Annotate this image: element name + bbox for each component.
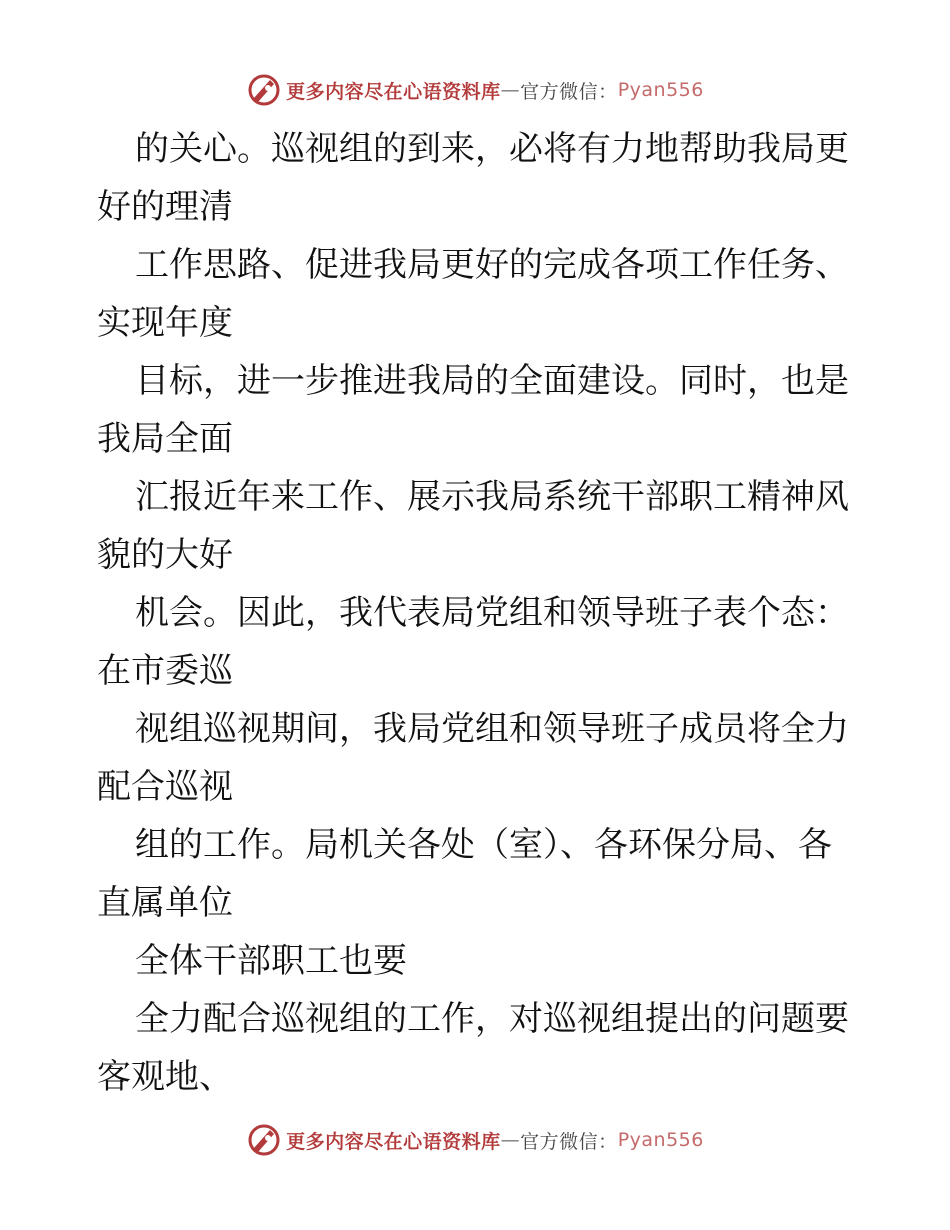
watermark-label: 官方微信 (520, 1130, 599, 1153)
text-line: 的关心。巡视组的到来，必将有力地帮助我局更 (135, 129, 849, 169)
text-line: 全力配合巡视组的工作，对巡视组提出的问题要 (135, 999, 849, 1039)
text-line: 在市委巡 (97, 651, 233, 691)
text-line: 配合巡视 (97, 767, 233, 807)
watermark-dash: — (500, 1129, 521, 1151)
header-watermark (0, 70, 950, 110)
text-line: 视组巡视期间，我局党组和领导班子成员将全力 (135, 709, 849, 749)
document-body (97, 120, 857, 1106)
watermark-separator: ： (598, 80, 618, 103)
pen-logo-icon (246, 1122, 282, 1158)
pen-logo-icon (246, 72, 282, 108)
watermark-id: Pyan556 (617, 1129, 704, 1151)
text-line: 工作思路、促进我局更好的完成各项工作任务、 (135, 245, 849, 285)
watermark-id: Pyan556 (617, 79, 704, 101)
watermark-separator: ： (598, 1130, 618, 1153)
text-line: 好的理清 (97, 187, 233, 227)
text-line: 汇报近年来工作、展示我局系统干部职工精神风 (135, 477, 849, 517)
text-line: 机会。因此，我代表局党组和领导班子表个态： (135, 593, 849, 633)
text-line: 实现年度 (97, 303, 233, 343)
text-line: 目标，进一步推进我局的全面建设。同时，也是 (135, 361, 849, 401)
text-line: 貌的大好 (97, 535, 233, 575)
watermark-dash: — (500, 79, 521, 101)
text-line: 直属单位 (97, 883, 233, 923)
text-line: 我局全面 (97, 419, 233, 459)
footer-watermark (0, 1120, 950, 1160)
watermark-label: 官方微信 (520, 80, 599, 103)
text-line: 客观地、 (97, 1057, 233, 1097)
text-line: 组的工作。局机关各处（室）、各环保分局、各 (135, 825, 832, 865)
watermark-title: 更多内容尽在心语资料库 (286, 80, 501, 103)
watermark-title: 更多内容尽在心语资料库 (286, 1130, 501, 1153)
text-line: 全体干部职工也要 (135, 941, 407, 981)
